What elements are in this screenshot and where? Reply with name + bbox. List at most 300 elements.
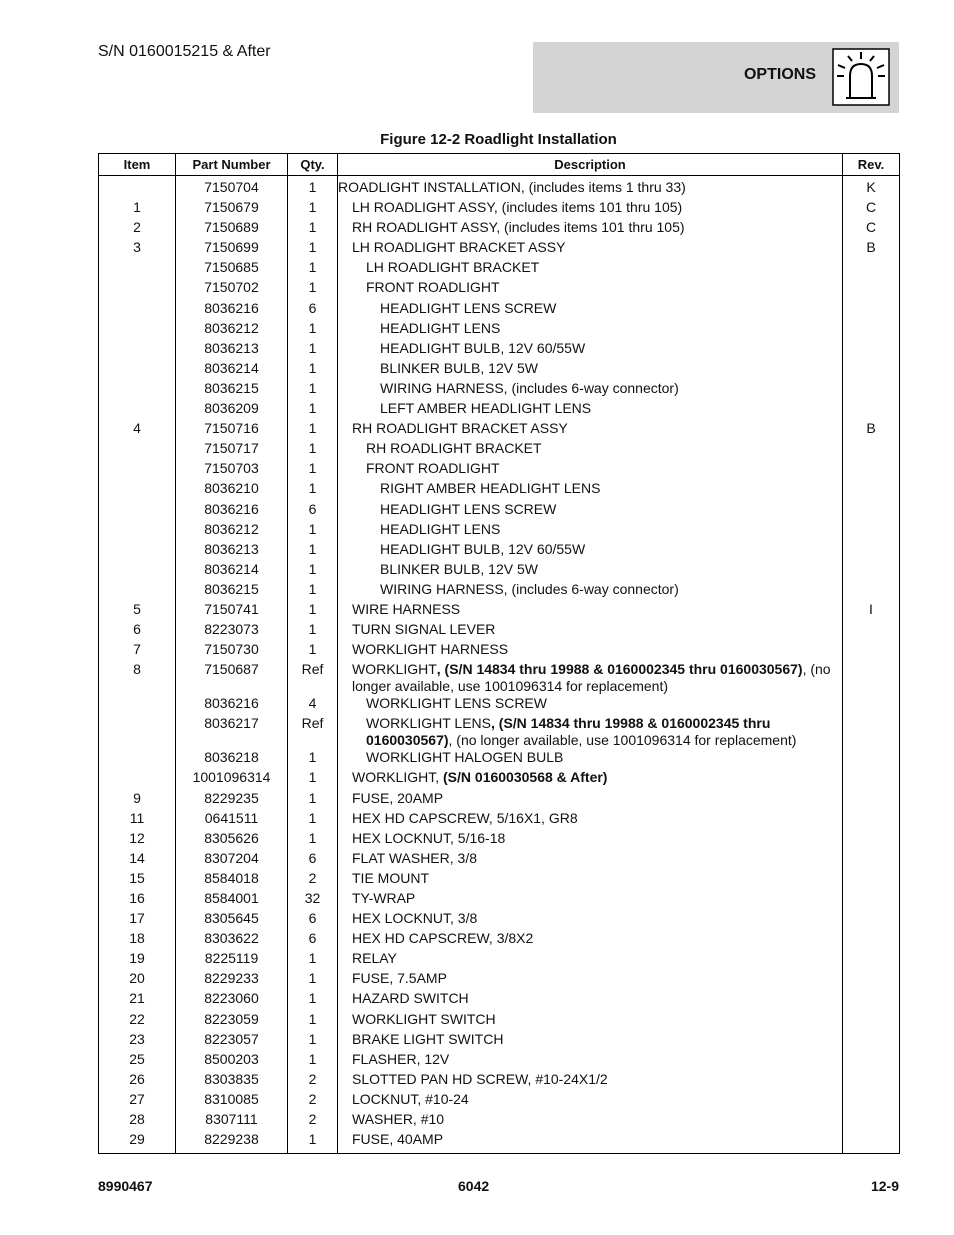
item-number-cell: 23 [99, 1031, 176, 1051]
qty-cell: 1 [288, 810, 338, 830]
table-row [99, 810, 900, 830]
qty-cell: 1 [288, 1031, 338, 1051]
revision-cell [843, 480, 900, 500]
revision-cell: K [843, 176, 900, 200]
description-cell [338, 950, 843, 970]
description-cell [338, 199, 843, 219]
part-number-cell: 8036213 [176, 340, 288, 360]
part-number-cell: 8307204 [176, 850, 288, 870]
item-number-cell: 27 [99, 1091, 176, 1111]
description-text: FLAT WASHER, 3/8 [352, 849, 477, 866]
part-number-cell: 8303622 [176, 930, 288, 950]
item-number-cell: 28 [99, 1111, 176, 1131]
qty-cell: 1 [288, 1131, 338, 1154]
description-cell [338, 239, 843, 259]
revision-cell [843, 1131, 900, 1154]
description-text: HEADLIGHT BULB, 12V 60/55W [380, 339, 586, 356]
part-number-cell: 8036216 [176, 501, 288, 521]
description-text: FUSE, 20AMP [352, 789, 444, 806]
table-row [99, 790, 900, 810]
qty-cell: 1 [288, 259, 338, 279]
qty-cell: 1 [288, 320, 338, 340]
table-row [99, 715, 900, 749]
table-row [99, 561, 900, 581]
description-text: WIRING HARNESS, (includes 6-way connector) [380, 580, 679, 597]
description-text: BLINKER BULB, 12V 5W [380, 560, 538, 577]
description-text: LEFT AMBER HEADLIGHT LENS [380, 400, 592, 417]
table-row [99, 581, 900, 601]
part-number-cell: 7150716 [176, 420, 288, 440]
part-number-cell: 0641511 [176, 810, 288, 830]
description-text: WORKLIGHT LENS [366, 715, 491, 732]
description-cell [338, 990, 843, 1010]
part-number-cell: 8036209 [176, 400, 288, 420]
qty-cell: 2 [288, 870, 338, 890]
description-cell [338, 790, 843, 810]
table-row [99, 830, 900, 850]
part-number-cell: 8036216 [176, 300, 288, 320]
revision-cell [843, 930, 900, 950]
table-row [99, 440, 900, 460]
qty-cell: Ref [288, 661, 338, 695]
description-text: TY-WRAP [352, 890, 416, 906]
description-cell [338, 970, 843, 990]
part-number-cell: 8036210 [176, 480, 288, 500]
revision-cell [843, 460, 900, 480]
description-cell [338, 400, 843, 420]
item-number-cell [99, 769, 176, 789]
revision-cell [843, 715, 900, 749]
qty-cell: 6 [288, 850, 338, 870]
description-text: FLASHER, 12V [352, 1050, 450, 1067]
description-cell [338, 480, 843, 500]
revision-cell [843, 1051, 900, 1071]
table-row [99, 990, 900, 1010]
revision-cell [843, 870, 900, 890]
part-number-cell: 7150717 [176, 440, 288, 460]
item-number-cell [99, 259, 176, 279]
part-number-cell: 8223057 [176, 1031, 288, 1051]
description-cell [338, 661, 843, 695]
qty-cell: 1 [288, 199, 338, 219]
item-number-cell: 22 [99, 1011, 176, 1031]
revision-cell [843, 1111, 900, 1131]
description-text: RH ROADLIGHT ASSY, (includes items 101 thru 105) [352, 219, 685, 236]
item-number-cell: 16 [99, 890, 176, 910]
item-number-cell [99, 715, 176, 749]
item-number-cell: 14 [99, 850, 176, 870]
part-number-cell: 8229238 [176, 1131, 288, 1154]
item-number-cell: 12 [99, 830, 176, 850]
description-text: FRONT ROADLIGHT [366, 279, 500, 296]
item-number-cell: 1 [99, 199, 176, 219]
description-cell [338, 870, 843, 890]
revision-cell [843, 1031, 900, 1051]
description-text: WORKLIGHT HALOGEN BULB [366, 749, 564, 766]
qty-cell: 6 [288, 910, 338, 930]
table-row [99, 541, 900, 561]
table-row [99, 950, 900, 970]
part-number-cell: 8305645 [176, 910, 288, 930]
revision-cell [843, 1071, 900, 1091]
qty-cell: 1 [288, 601, 338, 621]
part-number-cell: 7150730 [176, 641, 288, 661]
description-text: HEX HD CAPSCREW, 5/16X1, GR8 [352, 809, 578, 826]
part-number-cell: 8036215 [176, 581, 288, 601]
item-number-cell [99, 501, 176, 521]
serial-range-note: , (S/N 14834 thru 19988 & 0160002345 thru 0160030567) [366, 715, 771, 749]
revision-cell [843, 360, 900, 380]
part-number-cell: 8500203 [176, 1051, 288, 1071]
item-number-cell: 17 [99, 910, 176, 930]
item-number-cell [99, 541, 176, 561]
description-cell [338, 561, 843, 581]
description-cell [338, 601, 843, 621]
item-number-cell [99, 340, 176, 360]
column-header-rev: Rev. [843, 154, 900, 176]
description-cell [338, 1091, 843, 1111]
part-number-cell: 8036215 [176, 380, 288, 400]
description-text: WASHER, #10 [352, 1111, 445, 1128]
table-row [99, 480, 900, 500]
qty-cell: 4 [288, 695, 338, 715]
item-number-cell [99, 561, 176, 581]
qty-cell: 32 [288, 890, 338, 910]
description-cell [338, 259, 843, 279]
table-row [99, 279, 900, 299]
revision-cell [843, 661, 900, 695]
part-number-cell: 8223060 [176, 990, 288, 1010]
qty-cell: 1 [288, 400, 338, 420]
description-text: FUSE, 40AMP [352, 1131, 444, 1148]
item-number-cell [99, 380, 176, 400]
column-header-description: Description [338, 154, 843, 176]
description-text: HEADLIGHT LENS [380, 319, 501, 336]
table-row [99, 970, 900, 990]
qty-cell: 1 [288, 749, 338, 769]
description-cell [338, 1071, 843, 1091]
revision-cell: C [843, 219, 900, 239]
part-number-cell: 8036218 [176, 749, 288, 769]
qty-cell: 2 [288, 1071, 338, 1091]
table-row [99, 259, 900, 279]
item-number-cell: 15 [99, 870, 176, 890]
description-text: , (no longer available, use 1001096314 for replacement) [352, 661, 831, 695]
item-number-cell: 4 [99, 420, 176, 440]
table-row [99, 1051, 900, 1071]
table-row [99, 890, 900, 910]
item-number-cell: 20 [99, 970, 176, 990]
revision-cell [843, 810, 900, 830]
description-cell [338, 541, 843, 561]
serial-range-note: , (S/N 14834 thru 19988 & 0160002345 thru 0160030567) [436, 661, 803, 678]
description-text: HEADLIGHT LENS SCREW [380, 500, 557, 517]
description-text: TURN SIGNAL LEVER [352, 621, 496, 638]
description-cell [338, 850, 843, 870]
table-row [99, 1011, 900, 1031]
qty-cell: 1 [288, 790, 338, 810]
part-number-cell: 8225119 [176, 950, 288, 970]
item-number-cell [99, 480, 176, 500]
table-row [99, 219, 900, 239]
item-number-cell: 25 [99, 1051, 176, 1071]
table-row [99, 460, 900, 480]
description-text: LOCKNUT, #10-24 [352, 1090, 469, 1107]
description-cell [338, 890, 843, 910]
qty-cell: 1 [288, 239, 338, 259]
description-text: RH ROADLIGHT BRACKET [366, 440, 542, 457]
part-number-cell: 7150699 [176, 239, 288, 259]
warning-light-icon [832, 48, 890, 106]
item-number-cell [99, 320, 176, 340]
item-number-cell [99, 400, 176, 420]
qty-cell: 1 [288, 769, 338, 789]
table-header-row [99, 154, 900, 176]
description-cell [338, 320, 843, 340]
table-row [99, 1071, 900, 1091]
item-number-cell [99, 300, 176, 320]
section-label: OPTIONS [743, 66, 816, 83]
item-number-cell [99, 360, 176, 380]
revision-cell [843, 769, 900, 789]
table-row [99, 360, 900, 380]
revision-cell [843, 521, 900, 541]
description-text: BRAKE LIGHT SWITCH [352, 1030, 504, 1047]
description-text: TIE MOUNT [352, 869, 429, 886]
item-number-cell [99, 460, 176, 480]
column-header-qty: Qty. [288, 154, 338, 176]
revision-cell [843, 1091, 900, 1111]
table-row [99, 641, 900, 661]
part-number-cell: 8307111 [176, 1111, 288, 1131]
description-cell [338, 440, 843, 460]
description-cell [338, 749, 843, 769]
qty-cell: 1 [288, 279, 338, 299]
item-number-cell: 5 [99, 601, 176, 621]
qty-cell: 1 [288, 440, 338, 460]
part-number-cell: 8584018 [176, 870, 288, 890]
qty-cell: 2 [288, 1091, 338, 1111]
part-number-cell: 8036214 [176, 360, 288, 380]
qty-cell: 1 [288, 830, 338, 850]
part-number-cell: 7150702 [176, 279, 288, 299]
part-number-cell: 8036217 [176, 715, 288, 749]
description-cell [338, 460, 843, 480]
description-text: HAZARD SWITCH [352, 990, 469, 1007]
table-row [99, 340, 900, 360]
parts-table-body [99, 176, 900, 1154]
qty-cell: 1 [288, 420, 338, 440]
part-number-cell: 8223073 [176, 621, 288, 641]
description-text: ROADLIGHT INSTALLATION, (includes items 1 thru 33) [338, 179, 686, 195]
revision-cell [843, 380, 900, 400]
part-number-cell: 8036212 [176, 521, 288, 541]
table-row [99, 850, 900, 870]
description-text: LH ROADLIGHT BRACKET [366, 259, 540, 276]
qty-cell: Ref [288, 715, 338, 749]
revision-cell: B [843, 239, 900, 259]
part-number-cell: 7150703 [176, 460, 288, 480]
qty-cell: 1 [288, 1051, 338, 1071]
part-number-cell: 7150689 [176, 219, 288, 239]
qty-cell: 1 [288, 340, 338, 360]
revision-cell [843, 790, 900, 810]
column-header-item: Item [99, 154, 176, 176]
description-text: WORKLIGHT [352, 661, 437, 678]
revision-cell [843, 561, 900, 581]
item-number-cell: 8 [99, 661, 176, 695]
revision-cell [843, 440, 900, 460]
description-text: , (no longer available, use 1001096314 for replacement) [448, 732, 797, 749]
description-cell [338, 581, 843, 601]
table-row [99, 199, 900, 219]
revision-cell [843, 1011, 900, 1031]
table-row [99, 930, 900, 950]
table-row [99, 501, 900, 521]
description-cell [338, 279, 843, 299]
footer-page-number: 12-9 [870, 1178, 899, 1194]
revision-cell [843, 320, 900, 340]
description-cell [338, 1031, 843, 1051]
part-number-cell: 8229233 [176, 970, 288, 990]
description-cell [338, 300, 843, 320]
item-number-cell: 26 [99, 1071, 176, 1091]
part-number-cell: 8036213 [176, 541, 288, 561]
description-cell [338, 176, 843, 200]
description-text: HEADLIGHT LENS [380, 520, 501, 537]
revision-cell [843, 259, 900, 279]
description-text: WORKLIGHT SWITCH [352, 1010, 496, 1027]
table-row [99, 1111, 900, 1131]
part-number-cell: 8229235 [176, 790, 288, 810]
description-text: HEX LOCKNUT, 3/8 [352, 910, 478, 927]
part-number-cell: 8310085 [176, 1091, 288, 1111]
description-cell [338, 380, 843, 400]
table-row [99, 695, 900, 715]
item-number-cell [99, 749, 176, 769]
item-number-cell [99, 440, 176, 460]
revision-cell [843, 501, 900, 521]
table-row [99, 176, 900, 200]
description-text: FUSE, 7.5AMP [352, 970, 447, 987]
revision-cell: I [843, 601, 900, 621]
item-number-cell: 11 [99, 810, 176, 830]
column-header-part-number: Part Number [176, 154, 288, 176]
description-text: HEADLIGHT BULB, 12V 60/55W [380, 540, 586, 557]
qty-cell: 1 [288, 561, 338, 581]
qty-cell: 1 [288, 176, 338, 200]
qty-cell: 1 [288, 1011, 338, 1031]
qty-cell: 6 [288, 300, 338, 320]
description-cell [338, 930, 843, 950]
table-row [99, 239, 900, 259]
part-number-cell: 8223059 [176, 1011, 288, 1031]
description-text: RIGHT AMBER HEADLIGHT LENS [380, 480, 601, 497]
table-row [99, 910, 900, 930]
item-number-cell [99, 695, 176, 715]
table-row [99, 1031, 900, 1051]
description-text: LH ROADLIGHT ASSY, (includes items 101 thru 105) [352, 199, 683, 216]
qty-cell: 1 [288, 219, 338, 239]
section-tab [533, 42, 899, 113]
qty-cell: 1 [288, 621, 338, 641]
table-row [99, 1091, 900, 1111]
part-number-cell: 8036214 [176, 561, 288, 581]
table-row [99, 400, 900, 420]
qty-cell: 1 [288, 460, 338, 480]
item-number-cell [99, 521, 176, 541]
part-number-cell: 7150704 [176, 176, 288, 200]
revision-cell [843, 910, 900, 930]
part-number-cell: 8036216 [176, 695, 288, 715]
qty-cell: 1 [288, 541, 338, 561]
qty-cell: 1 [288, 360, 338, 380]
revision-cell [843, 890, 900, 910]
revision-cell [843, 990, 900, 1010]
description-text: HEX HD CAPSCREW, 3/8X2 [352, 930, 534, 947]
revision-cell [843, 970, 900, 990]
revision-cell [843, 279, 900, 299]
description-cell [338, 1011, 843, 1031]
part-number-cell: 8036212 [176, 320, 288, 340]
part-number-cell: 8305626 [176, 830, 288, 850]
table-row [99, 380, 900, 400]
revision-cell [843, 641, 900, 661]
table-row [99, 420, 900, 440]
revision-cell: B [843, 420, 900, 440]
part-number-cell: 7150679 [176, 199, 288, 219]
qty-cell: 1 [288, 380, 338, 400]
description-text: SLOTTED PAN HD SCREW, #10-24X1/2 [352, 1070, 608, 1087]
description-cell [338, 910, 843, 930]
part-number-cell: 1001096314 [176, 769, 288, 789]
qty-cell: 2 [288, 1111, 338, 1131]
parts-table [98, 153, 900, 1154]
description-cell [338, 621, 843, 641]
description-text: WIRING HARNESS, (includes 6-way connector) [380, 379, 679, 396]
footer-document-number: 8990467 [98, 1178, 153, 1194]
item-number-cell: 18 [99, 930, 176, 950]
description-text: BLINKER BULB, 12V 5W [380, 359, 538, 376]
table-row [99, 300, 900, 320]
item-number-cell: 19 [99, 950, 176, 970]
description-text: FRONT ROADLIGHT [366, 460, 500, 477]
item-number-cell: 7 [99, 641, 176, 661]
description-cell [338, 360, 843, 380]
qty-cell: 1 [288, 990, 338, 1010]
description-cell [338, 521, 843, 541]
part-number-cell: 7150685 [176, 259, 288, 279]
description-cell [338, 830, 843, 850]
revision-cell [843, 300, 900, 320]
item-number-cell: 6 [99, 621, 176, 641]
revision-cell [843, 850, 900, 870]
description-text: HEX LOCKNUT, 5/16-18 [352, 829, 506, 846]
qty-cell: 1 [288, 970, 338, 990]
table-row [99, 661, 900, 695]
revision-cell [843, 950, 900, 970]
description-cell [338, 340, 843, 360]
description-text: RH ROADLIGHT BRACKET ASSY [352, 420, 568, 437]
table-row [99, 769, 900, 789]
description-text: WIRE HARNESS [352, 600, 461, 617]
item-number-cell [99, 176, 176, 200]
description-cell [338, 769, 843, 789]
figure-title: Figure 12-2 Roadlight Installation [380, 131, 617, 148]
serial-range-text: S/N 0160015215 & After [98, 43, 271, 60]
table-row [99, 870, 900, 890]
revision-cell [843, 695, 900, 715]
